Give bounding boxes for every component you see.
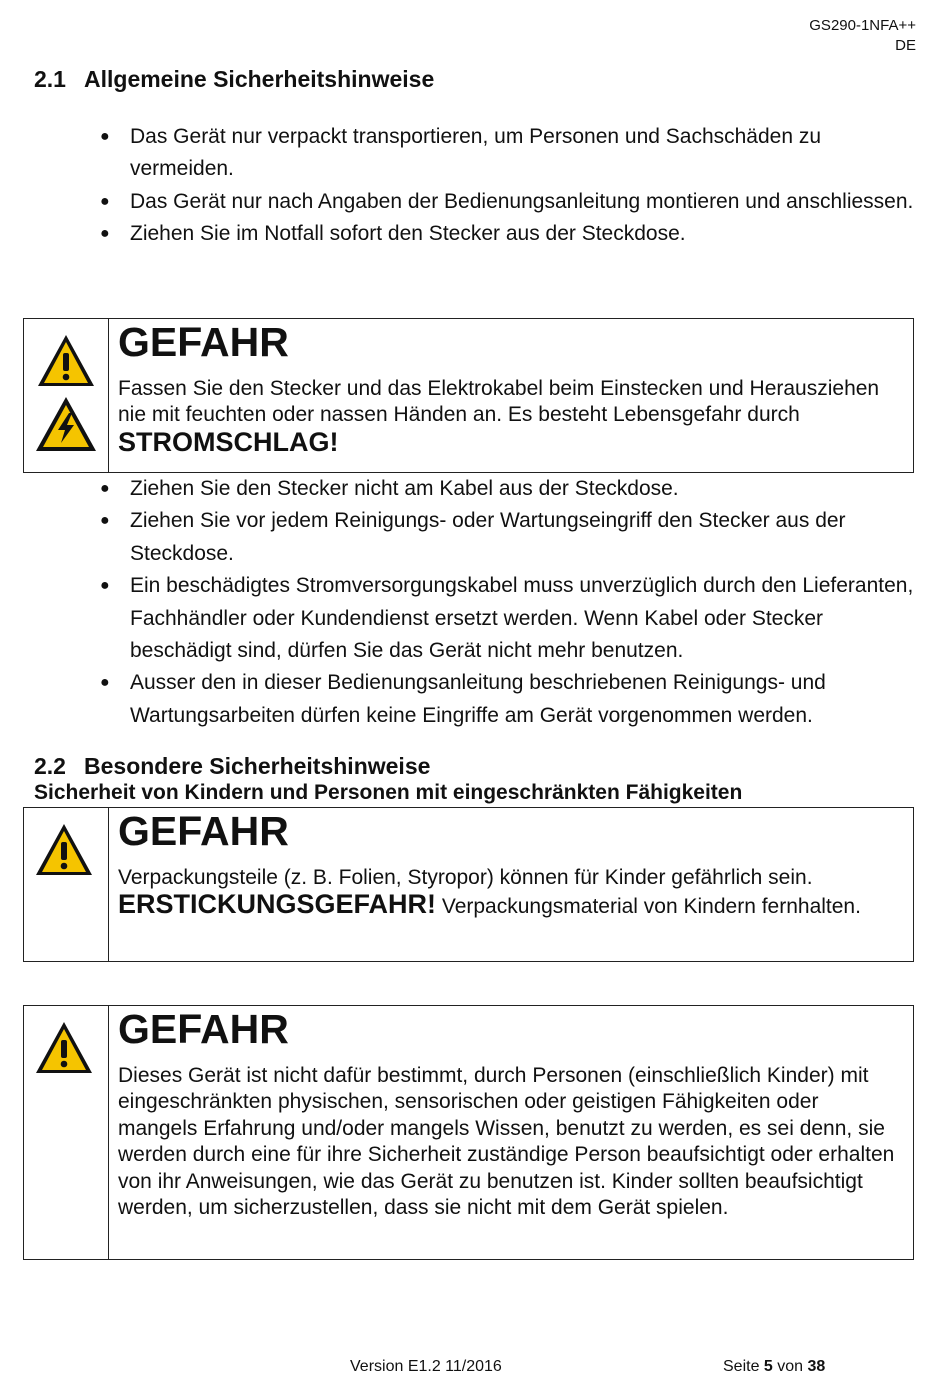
danger-heading: GEFAHR — [118, 808, 289, 854]
danger-heading: GEFAHR — [118, 1006, 289, 1052]
danger-content — [118, 808, 903, 921]
bullet-list-general-a — [96, 121, 914, 251]
section-heading-2-2 — [34, 753, 430, 780]
danger-box-electric — [23, 318, 914, 473]
danger-text: Dieses Gerät ist nicht dafür bestimmt, durch Personen (einschließlich Kinder) mit eingeschränkten physischen, sensorischen oder geistigen Fähigkeiten oder mangels Erfahrung und/oder mangels Wissen, benutzt zu werden, es sei denn, sie werden durch eine für ihre Sicherheit zuständige Person beaufsichtigt oder erhalten von ihr Anweisungen, wie das Gerät zu benutzen ist. Kinder sollten beaufsichtigt werden, um sicherzustellen, dass sie nicht mit dem Gerät spielen. — [118, 1064, 895, 1220]
danger-box-supervision — [23, 1005, 914, 1260]
danger-content — [118, 1006, 903, 1221]
bullet-list-general-b — [96, 473, 914, 732]
icon-column — [24, 808, 109, 961]
section-number: 2.1 — [34, 66, 66, 92]
footer-version: Version E1.2 11/2016 — [350, 1358, 502, 1375]
language-code: DE — [895, 37, 916, 54]
danger-content — [118, 319, 903, 458]
list-item: ● Ziehen Sie im Notfall sofort den Stecker aus der Steckdose. — [96, 218, 914, 250]
icon-column — [24, 1006, 109, 1259]
danger-text: Verpackungsteile (z. B. Folien, Styropor) können für Kinder gefährlich sein. ERSTICKUNGSGEFAHR! Verpackungsmaterial von Kindern fernhalten. — [118, 866, 861, 920]
bullet-icon: ● — [100, 512, 110, 530]
list-item: ● Ein beschädigtes Stromversorgungskabel muss unverzüglich durch den Lieferanten, Fachhändler oder Kundendienst ersetzt werden. Wenn Kabel oder Stecker beschädigt sind, dürfen Sie das Gerät nicht mehr benutzen. — [96, 570, 914, 667]
list-item: ● Das Gerät nur verpackt transportieren, um Personen und Sachschäden zu vermeiden. — [96, 121, 914, 186]
list-item: ● Ziehen Sie vor jedem Reinigungs- oder Wartungseingriff den Stecker aus der Steckdose. — [96, 505, 914, 570]
bullet-icon: ● — [100, 480, 110, 497]
footer-page-number: Seite 5 von 38 — [723, 1358, 826, 1375]
warning-triangle-icon — [36, 333, 96, 389]
section-heading-2-1 — [34, 66, 434, 93]
bullet-icon: ● — [100, 192, 110, 210]
section-title: Besondere Sicherheitshinweise — [84, 753, 431, 779]
icon-column — [24, 319, 109, 472]
bullet-icon: ● — [100, 128, 110, 145]
section-title: Allgemeine Sicherheitshinweise — [84, 66, 435, 92]
model-number: GS290-1NFA++ — [809, 17, 916, 34]
list-item: ● Ziehen Sie den Stecker nicht am Kabel aus der Steckdose. — [96, 473, 914, 505]
warning-triangle-icon — [34, 822, 94, 878]
list-item: ● Das Gerät nur nach Angaben der Bedienungsanleitung montieren und anschliessen. — [96, 186, 914, 218]
list-item: ● Ausser den in dieser Bedienungsanleitung beschriebenen Reinigungs- und Wartungsarbeiten dürfen keine Eingriffe am Gerät vorgenommen werden. — [96, 667, 914, 732]
electric-shock-icon — [34, 395, 98, 453]
section-subtitle: Sicherheit von Kindern und Personen mit eingeschränkten Fähigkeiten — [34, 781, 743, 804]
bullet-icon: ● — [100, 674, 110, 692]
document-header — [809, 16, 916, 56]
danger-text: Fassen Sie den Stecker und das Elektrokabel beim Einstecken und Herausziehen nie mit feuchten oder nassen Händen an. Es besteht Lebensgefahr durch STROMSCHLAG! — [118, 377, 880, 457]
bullet-icon: ● — [100, 225, 110, 243]
danger-emphasis: ERSTICKUNGSGEFAHR! — [118, 889, 437, 920]
danger-heading: GEFAHR — [118, 319, 289, 365]
bullet-icon: ● — [100, 577, 110, 595]
section-number: 2.2 — [34, 753, 66, 779]
danger-box-suffocation — [23, 807, 914, 962]
danger-emphasis: STROMSCHLAG! — [118, 426, 339, 457]
warning-triangle-icon — [34, 1020, 94, 1076]
